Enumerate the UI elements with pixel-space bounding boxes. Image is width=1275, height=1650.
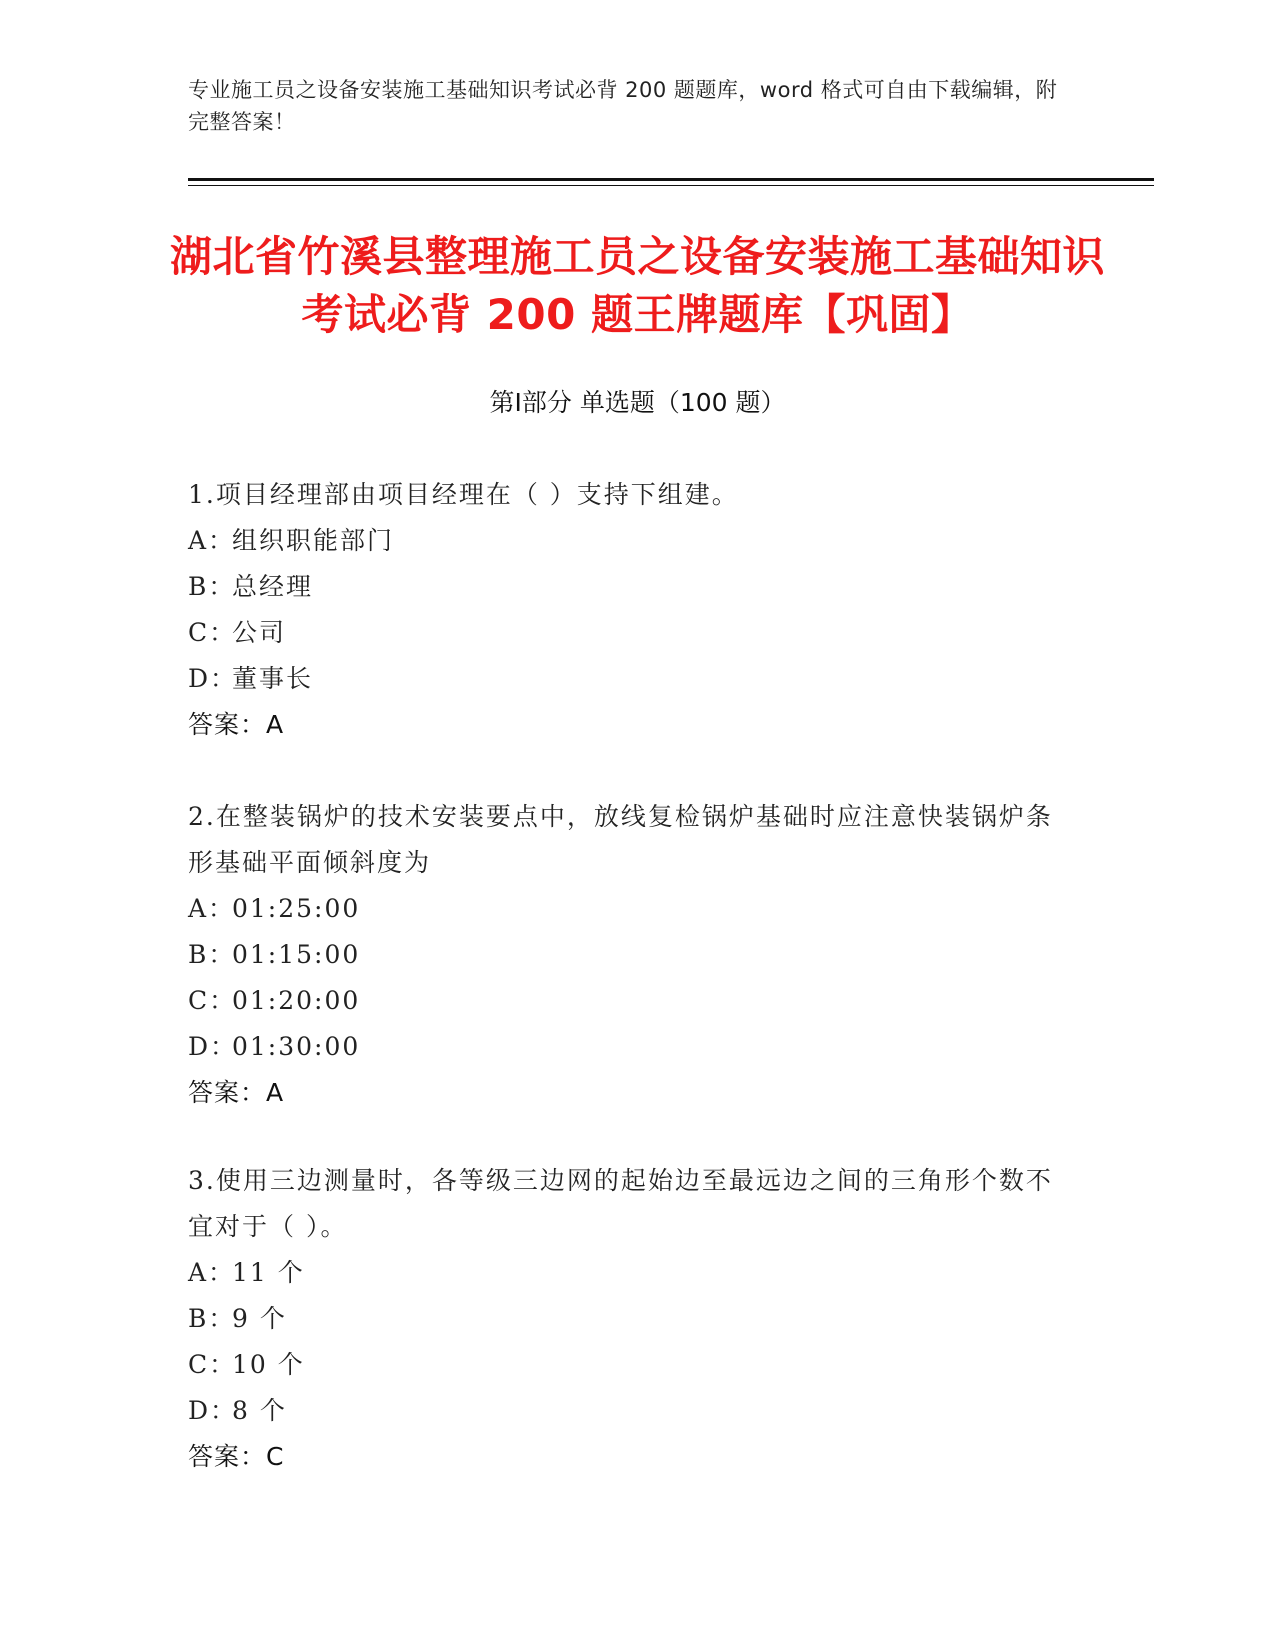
option-key: A： [188,526,236,555]
option-c [188,1342,1068,1388]
option-key: D： [188,1032,238,1061]
option-d [188,1024,1068,1070]
question-3 [188,1158,1068,1480]
question-2 [188,794,1068,1116]
option-text: 01:30:00 [232,1032,361,1061]
option-b [188,564,1068,610]
option-key: C： [188,618,237,647]
document-title: 湖北省竹溪县整理施工员之设备安装施工基础知识考试必背 200 题王牌题库【巩固】 [169,232,1105,339]
option-key: A： [188,894,236,923]
option-key: D： [188,664,238,693]
option-key: C： [188,1350,237,1379]
option-c [188,610,1068,656]
option-text: 董事长 [232,664,314,693]
header-rule-thin [188,185,1154,186]
answer: 答案：A [188,710,285,739]
option-text: 总经理 [232,572,314,601]
option-text: 公司 [232,618,287,647]
option-a [188,1250,1068,1296]
option-text: 11 个 [232,1258,305,1287]
answer: 答案：C [188,1442,285,1471]
question-text: 2.在整装锅炉的技术安装要点中，放线复检锅炉基础时应注意快装锅炉条形基础平面倾斜度为 [188,802,1053,877]
option-b [188,1296,1068,1342]
question-text: 3.使用三边测量时，各等级三边网的起始边至最远边之间的三角形个数不宜对于（ ）。 [188,1166,1053,1241]
option-key: A： [188,1258,236,1287]
option-a [188,886,1068,932]
answer: 答案：A [188,1078,285,1107]
option-text: 01:20:00 [232,986,361,1015]
question-text: 1.项目经理部由项目经理在（ ）支持下组建。 [188,480,739,509]
option-text: 01:15:00 [232,940,361,969]
option-d [188,1388,1068,1434]
option-key: B： [188,940,236,969]
option-key: B： [188,1304,236,1333]
option-text: 01:25:00 [232,894,361,923]
option-text: 9 个 [232,1304,287,1333]
option-text: 8 个 [232,1396,287,1425]
option-key: C： [188,986,237,1015]
option-d [188,656,1068,702]
header-note: 专业施工员之设备安装施工基础知识考试必背 200 题题库，word 格式可自由下载编辑，附完整答案！ [188,78,1058,134]
section-heading: 第Ⅰ部分 单选题（100 题） [489,388,786,417]
header-rule-thick [188,178,1154,181]
option-key: D： [188,1396,238,1425]
option-key: B： [188,572,236,601]
option-text: 10 个 [232,1350,305,1379]
option-text: 组织职能部门 [232,526,395,555]
option-b [188,932,1068,978]
question-1 [188,472,1068,748]
option-c [188,978,1068,1024]
option-a [188,518,1068,564]
